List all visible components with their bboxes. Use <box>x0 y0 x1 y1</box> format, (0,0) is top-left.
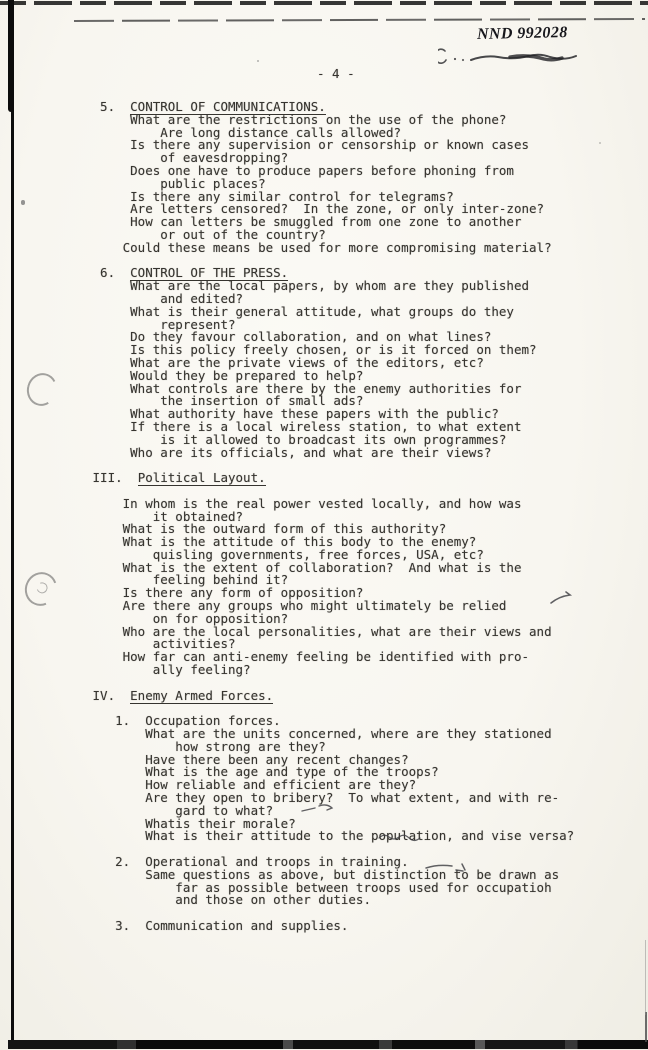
text-line: If there is a local wireless station, to what extent <box>85 418 522 434</box>
text-line: Is there any supervision or censorship or known cases <box>85 137 530 153</box>
text-line: Do they favour collaboration, and on what lines? <box>85 329 492 345</box>
scan-speck <box>599 142 601 144</box>
text-line: What is their general attitude, what groups do they <box>85 303 514 319</box>
scan-scratch-line <box>74 18 645 22</box>
text-line: Who are the local personalities, what are their views and <box>85 623 552 639</box>
text-line: Is this policy freely chosen, or is it forced on them? <box>85 342 537 358</box>
declassification-stamp: NND 992028 <box>476 24 568 43</box>
scan-edge-left <box>11 0 14 1040</box>
text-line: 3. Communication and supplies. <box>85 918 349 933</box>
text-line: gard to what? <box>85 802 274 818</box>
text-line: What is the age and type of the troops? <box>85 764 439 780</box>
text-line: how strong are they? <box>85 738 326 754</box>
pen-mark <box>377 832 423 844</box>
text-line: Are there any groups who might ultimately be relied <box>85 598 507 614</box>
scan-edge-right-faint <box>645 940 647 1015</box>
text-line: What are the units concerned, where are they stationed <box>85 726 552 742</box>
text-line: What are the private views of the editors, etc? <box>85 354 484 370</box>
text-line: What are the restrictions on the use of the phone? <box>85 111 507 127</box>
text-line: Could these means be used for more compromising material? <box>85 239 552 255</box>
text-line: quisling governments, free forces, USA, etc? <box>85 546 484 562</box>
scan-edge-bottom <box>8 1040 648 1049</box>
text-line: What is their attitude to the population, and vise versa? <box>85 828 575 844</box>
text-line: How can letters be smuggled from one zone to another <box>85 214 522 230</box>
scan-speck <box>257 60 259 62</box>
text-line: represent? <box>85 316 236 332</box>
heading-line: III. Political Layout. <box>85 470 266 486</box>
heading-line: 5. CONTROL OF COMMUNICATIONS. <box>85 99 326 114</box>
heading-line: IV. Enemy Armed Forces. <box>85 687 274 703</box>
scan-speck <box>21 200 25 205</box>
text-line: Would they be prepared to help? <box>85 367 364 383</box>
text-line: What controls are there by the enemy authorities for <box>85 380 522 396</box>
handwritten-squiggle <box>438 42 588 68</box>
text-line: Are letters censored? In the zone, or only inter-zone? <box>85 201 545 217</box>
text-line: What authority have these papers with the public? <box>85 406 499 422</box>
text-line: and those on other duties. <box>85 892 371 908</box>
text-line: the insertion of small ads? <box>85 393 364 409</box>
text-line: far as possible between troops used for occupatioh <box>85 879 552 895</box>
text-line: What is the outward form of this authority? <box>85 521 447 537</box>
text-line: activities? <box>85 636 236 652</box>
pen-mark <box>300 798 344 816</box>
scan-edge-top <box>0 1 648 5</box>
text-line: Whatis their morale? <box>85 815 296 831</box>
pen-mark <box>548 590 574 606</box>
text-line: Is there any similar control for telegrams? <box>85 188 454 204</box>
text-line: What is the attitude of this body to the enemy? <box>85 534 477 550</box>
pen-circle-mark <box>19 567 62 611</box>
text-line: Does one have to produce papers before phoning from <box>85 162 514 178</box>
text-line: Is there any form of opposition? <box>85 585 364 601</box>
page-number: - 4 - <box>317 66 355 81</box>
heading-line: 6. CONTROL OF THE PRESS. <box>85 265 289 281</box>
text-line: Same questions as above, but distinction to be drawn as <box>85 866 560 882</box>
pen-circle-mark <box>23 370 61 410</box>
text-line: In whom is the real power vested locally, and how was <box>85 495 522 511</box>
text-line: 1. Occupation forces. <box>85 713 281 729</box>
text-line: Who are its officials, and what are their views? <box>85 444 492 460</box>
text-line: ally feeling? <box>85 662 251 678</box>
text-line: or out of the country? <box>85 226 326 242</box>
text-line: Have there been any recent changes? <box>85 751 409 767</box>
text-line: and edited? <box>85 290 244 306</box>
text-line: on for opposition? <box>85 610 289 626</box>
text-line: What are the local papers, by whom are they published <box>85 278 530 294</box>
pen-mark <box>424 859 468 875</box>
text-line: 2. Operational and troops in training. <box>85 854 409 870</box>
scan-edge-right <box>645 1012 647 1042</box>
text-line: What is the extent of collaboration? And what is the <box>85 559 522 575</box>
text-line: How far can anti-enemy feeling be identified with pro- <box>85 649 530 665</box>
text-line: Are they open to bribery? To what extent, and with re- <box>85 790 560 806</box>
text-line: feeling behind it? <box>85 572 289 588</box>
text-line: Are long distance calls allowed? <box>85 124 402 140</box>
text-line: of eavesdropping? <box>85 150 289 166</box>
text-line: public places? <box>85 175 266 191</box>
text-line: How reliable and efficient are they? <box>85 777 417 793</box>
text-line: it obtained? <box>85 508 244 524</box>
text-line: is it allowed to broadcast its own programmes? <box>85 431 507 447</box>
